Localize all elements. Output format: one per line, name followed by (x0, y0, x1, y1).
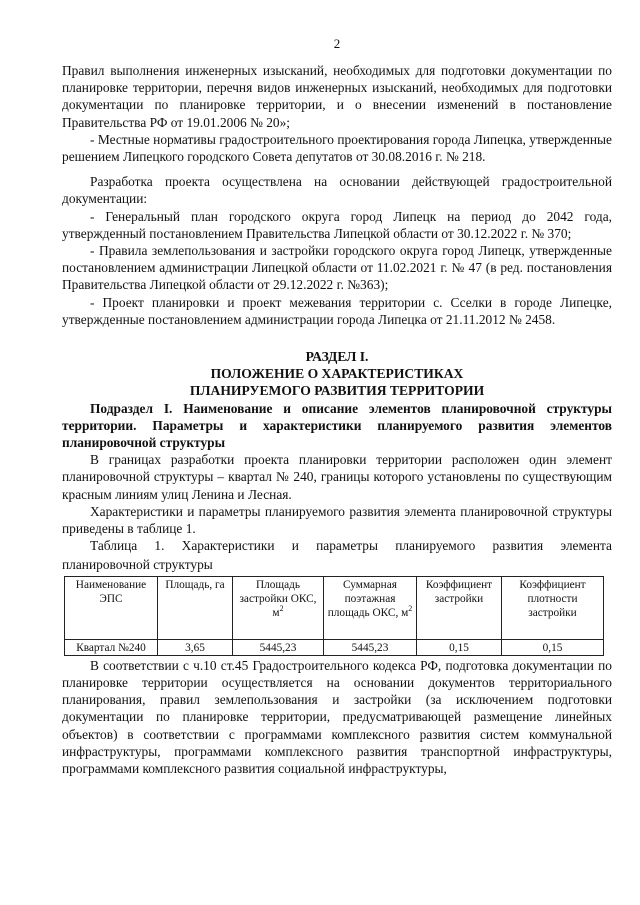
section-heading-line-3: ПЛАНИРУЕМОГО РАЗВИТИЯ ТЕРРИТОРИИ (189, 383, 485, 399)
page-number: 2 (333, 36, 341, 51)
cell-total-floor-area: 5445,23 (324, 639, 417, 655)
body-paragraph-1: В границах разработки проекта планировки территории расположен один элемент планировочной структуры – квартал № 240, границы которого установлены по существующим красным линиям улиц Ленина и Лесная. (62, 452, 612, 502)
cell-eps-name: Квартал №240 (65, 639, 158, 655)
table-caption-continued: планировочной структуры (62, 557, 213, 573)
header-density-coefficient: Коэффициент плотности застройки (502, 576, 604, 639)
section-heading-line-2: ПОЛОЖЕНИЕ О ХАРАКТЕРИСТИКАХ (210, 366, 464, 382)
cell-building-area: 5445,23 (233, 639, 324, 655)
basis-intro: Разработка проекта осуществлена на основании действующей градостроительной документации: (62, 174, 612, 207)
subsection-title: Подраздел I. Наименование и описание элементов планировочной структуры территории. Параметры и характеристики планируемого развития элементов планировочной структуры (62, 400, 612, 451)
cell-building-coefficient: 0,15 (417, 639, 502, 655)
basis-item-1: - Генеральный план городского округа город Липецк на период до 2042 года, утвержденный постановлением Правительства Липецкой области от 30.12.2022 г. № 370; (62, 208, 612, 241)
table-row (65, 639, 604, 655)
header-area: Площадь, га (158, 576, 233, 639)
header-building-area: Площадь застройки ОКС, $м^2$ (233, 576, 324, 639)
header-total-floor-area: Суммарная поэтажная площадь ОКС, $м^2$ (324, 576, 417, 639)
closing-paragraph: В соответствии с ч.10 ст.45 Градостроительного кодекса РФ, подготовка документации по планировке территории осуществляется на основании документов территориального планирования, правил землепользования и застройки (за исключением подготовки документации по планировке территории, предусматривающей размещение линейных объектов) в соответствии с программами комплексного развития систем коммунальной инфраструктуры, программами комплексного развития транспортной инфраструктуры, программами комплексного развития социальной инфраструктуры, (62, 657, 612, 776)
intro-paragraph-1: Правил выполнения инженерных изысканий, необходимых для подготовки документации по планировке территории, перечня видов инженерных изысканий, необходимых для подготовки документации по планировке территории, и о внесении изменений в постановление Правительства РФ от 19.01.2006 № 20»; (62, 63, 612, 130)
basis-item-3: - Проект планировки и проект межевания территории с. Сселки в городе Липецке, утвержденные постановлением администрации города Липецка от 21.11.2012 № 2458. (62, 294, 612, 327)
parameters-table (64, 576, 604, 656)
intro-paragraph-2: - Местные нормативы градостроительного проектирования города Липецка, утвержденные решением Липецкого городского Совета депутатов от 30.08.2016 г. № 218. (62, 131, 612, 165)
table-header-row (65, 576, 604, 639)
table-caption: Таблица 1. Характеристики и параметры планируемого развития элемента (90, 538, 612, 554)
document-page (62, 36, 612, 777)
header-building-coefficient: Коэффициент застройки (417, 576, 502, 639)
cell-area: 3,65 (158, 639, 233, 655)
basis-item-2: - Правила землепользования и застройки городского округа город Липецк, утвержденные постановлением администрации Липецкой области от 11.02.2021 г. № 47 (в ред. постановления Правительства Липецкой области от 29.12.2022 г. №363); (62, 243, 612, 293)
body-paragraph-2: Характеристики и параметры планируемого развития элемента планировочной структуры приведены в таблице 1. (62, 503, 612, 537)
section-heading-line-1: РАЗДЕЛ I. (305, 349, 369, 365)
header-eps-name: Наименование ЭПС (65, 576, 158, 639)
cell-density-coefficient: 0,15 (502, 639, 604, 655)
